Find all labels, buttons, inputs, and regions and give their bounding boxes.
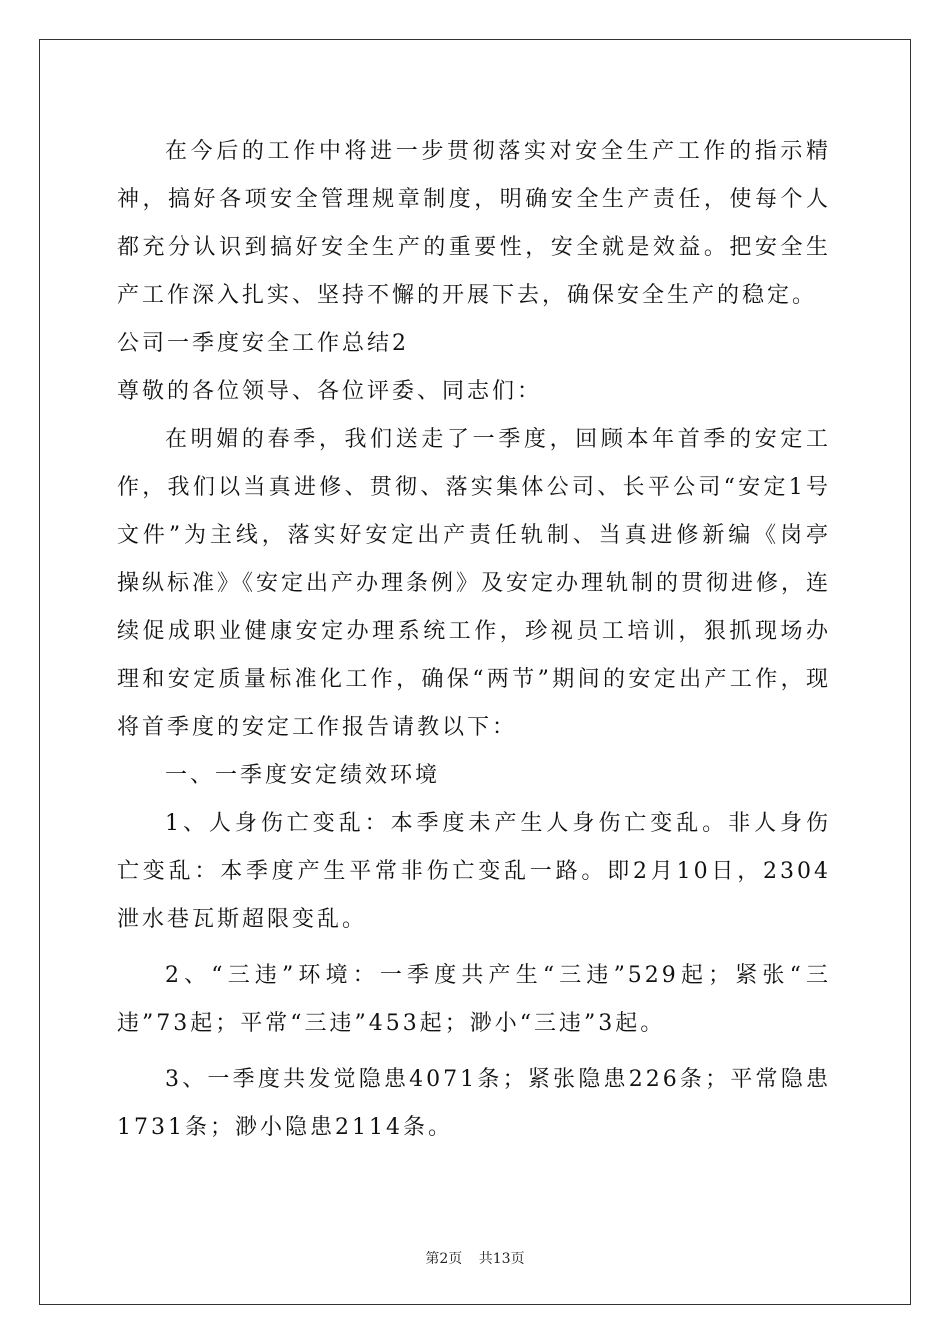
salutation: 尊敬的各位领导、各位评委、同志们： <box>117 379 543 404</box>
page-footer <box>0 1248 950 1268</box>
document-body <box>117 128 831 1152</box>
list-item-2: 2、“三违”环境：一季度共产生“三违”529起；紧张“三违”73起；平常“三违”453起；渺小“三违”3起。 <box>117 963 831 1036</box>
list-item-3: 3、一季度共发觉隐患4071条；紧张隐患226条；平常隐患1731条；渺小隐患2114条。 <box>117 1067 831 1140</box>
paragraph-intro: 在明媚的春季，我们送走了一季度，回顾本年首季的安定工作，我们以当真进修、贯彻、落实集体公司、长平公司“安定1号文件”为主线，落实好安定出产责任轨制、当真进修新编《岗亭操纵标准》《安定出产办理条例》及安定办理轨制的贯彻进修，连续促成职业健康安定办理系统工作，珍视员工培训，狠抓现场办理和安定质量标准化工作，确保“两节”期间的安定出产工作，现将首季度的安定工作报告请教以下： <box>117 427 832 740</box>
page-total: 共13页 <box>478 1251 525 1267</box>
paragraph-closing: 在今后的工作中将进一步贯彻落实对安全生产工作的指示精神，搞好各项安全管理规章制度，明确安全生产责任，使每个人都充分认识到搞好安全生产的重要性，安全就是效益。把安全生产工作深入扎实、坚持不懈的开展下去，确保安全生产的稳定。 <box>117 139 831 308</box>
subsection-heading: 一、一季度安定绩效环境 <box>165 763 441 788</box>
list-item-1: 1、人身伤亡变乱：本季度未产生人身伤亡变乱。非人身伤亡变乱：本季度产生平常非伤亡变乱一路。即2月10日，2304泄水巷瓦斯超限变乱。 <box>117 811 831 932</box>
section-heading: 公司一季度安全工作总结2 <box>117 331 409 356</box>
page-number: 第2页 <box>425 1251 463 1267</box>
